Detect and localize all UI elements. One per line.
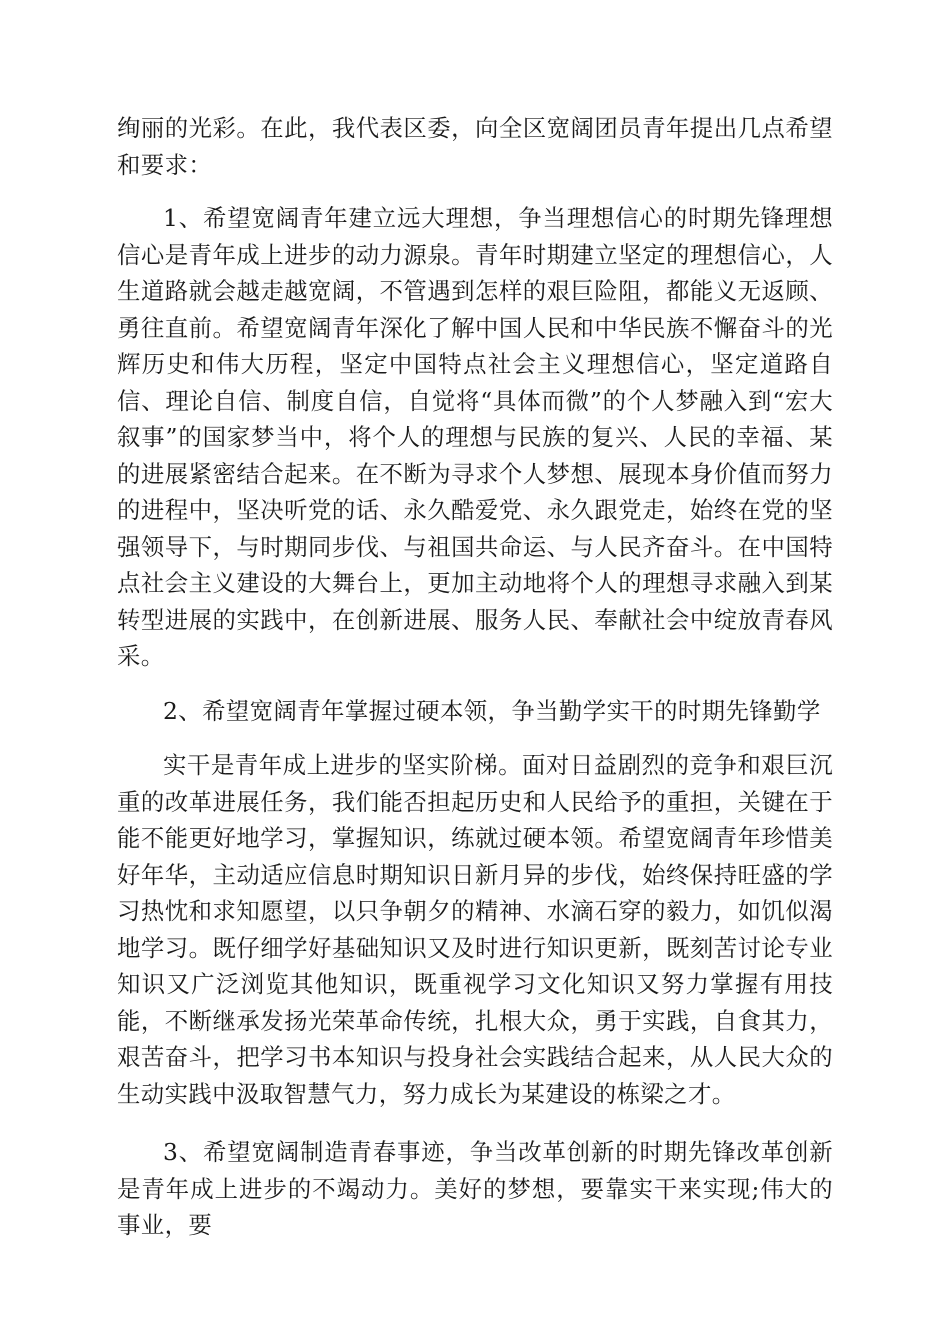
paragraph-hope-2-heading: 2、希望宽阔青年掌握过硬本领，争当勤学实干的时期先锋勤学 [163,696,821,725]
document-body [117,110,833,1244]
paragraph-hope-1: 1、希望宽阔青年建立远大理想，争当理想信心的时期先锋理想信心是青年成上进步的动力源泉。青年时期建立坚定的理想信心，人生道路就会越走越宽阔，不管遇到怎样的艰巨险阻，都能义无返顾、勇往直前。希望宽阔青年深化了解中国人民和中华民族不懈奋斗的光辉历史和伟大历程，坚定中国特点社会主义理想信心，坚定道路自信、理论自信、制度自信，自觉将“具体而微”的个人梦融入到“宏大叙事”的国家梦当中，将个人的理想与民族的复兴、人民的幸福、某的进展紧密结合起来。在不断为寻求个人梦想、展现本身价值而努力的进程中，坚决听党的话、永久酷爱党、永久跟党走，始终在党的坚强领导下，与时期同步伐、与祖国共命运、与人民齐奋斗。在中国特点社会主义建设的大舞台上，更加主动地将个人的理想寻求融入到某转型进展的实践中，在创新进展、服务人民、奉献社会中绽放青春风采。 [117,204,833,670]
paragraph-intro-continued: 绚丽的光彩。在此，我代表区委，向全区宽阔团员青年提出几点希望和要求： [117,114,833,179]
paragraph-hope-2-body: 实干是青年成上进步的坚实阶梯。面对日益剧烈的竞争和艰巨沉重的改革进展任务，我们能否担起历史和人民给予的重担，关键在于能不能更好地学习，掌握知识，练就过硬本领。希望宽阔青年珍惜美好年华，主动适应信息时期知识日新月异的步伐，始终保持旺盛的学习热忱和求知愿望，以只争朝夕的精神、水滴石穿的毅力，如饥似渴地学习。既仔细学好基础知识又及时进行知识更新，既刻苦讨论专业知识又广泛浏览其他知识，既重视学习文化知识又努力掌握有用技能，不断继承发扬光荣革命传统，扎根大众，勇于实践，自食其力，艰苦奋斗，把学习书本知识与投身社会实践结合起来，从人民大众的生动实践中汲取智慧气力，努力成长为某建设的栋梁之才。 [117,751,833,1108]
paragraph-hope-3: 3、希望宽阔制造青春事迹，争当改革创新的时期先锋改革创新是青年成上进步的不竭动力。美好的梦想，要靠实干来实现;伟大的事业，要 [117,1138,833,1239]
